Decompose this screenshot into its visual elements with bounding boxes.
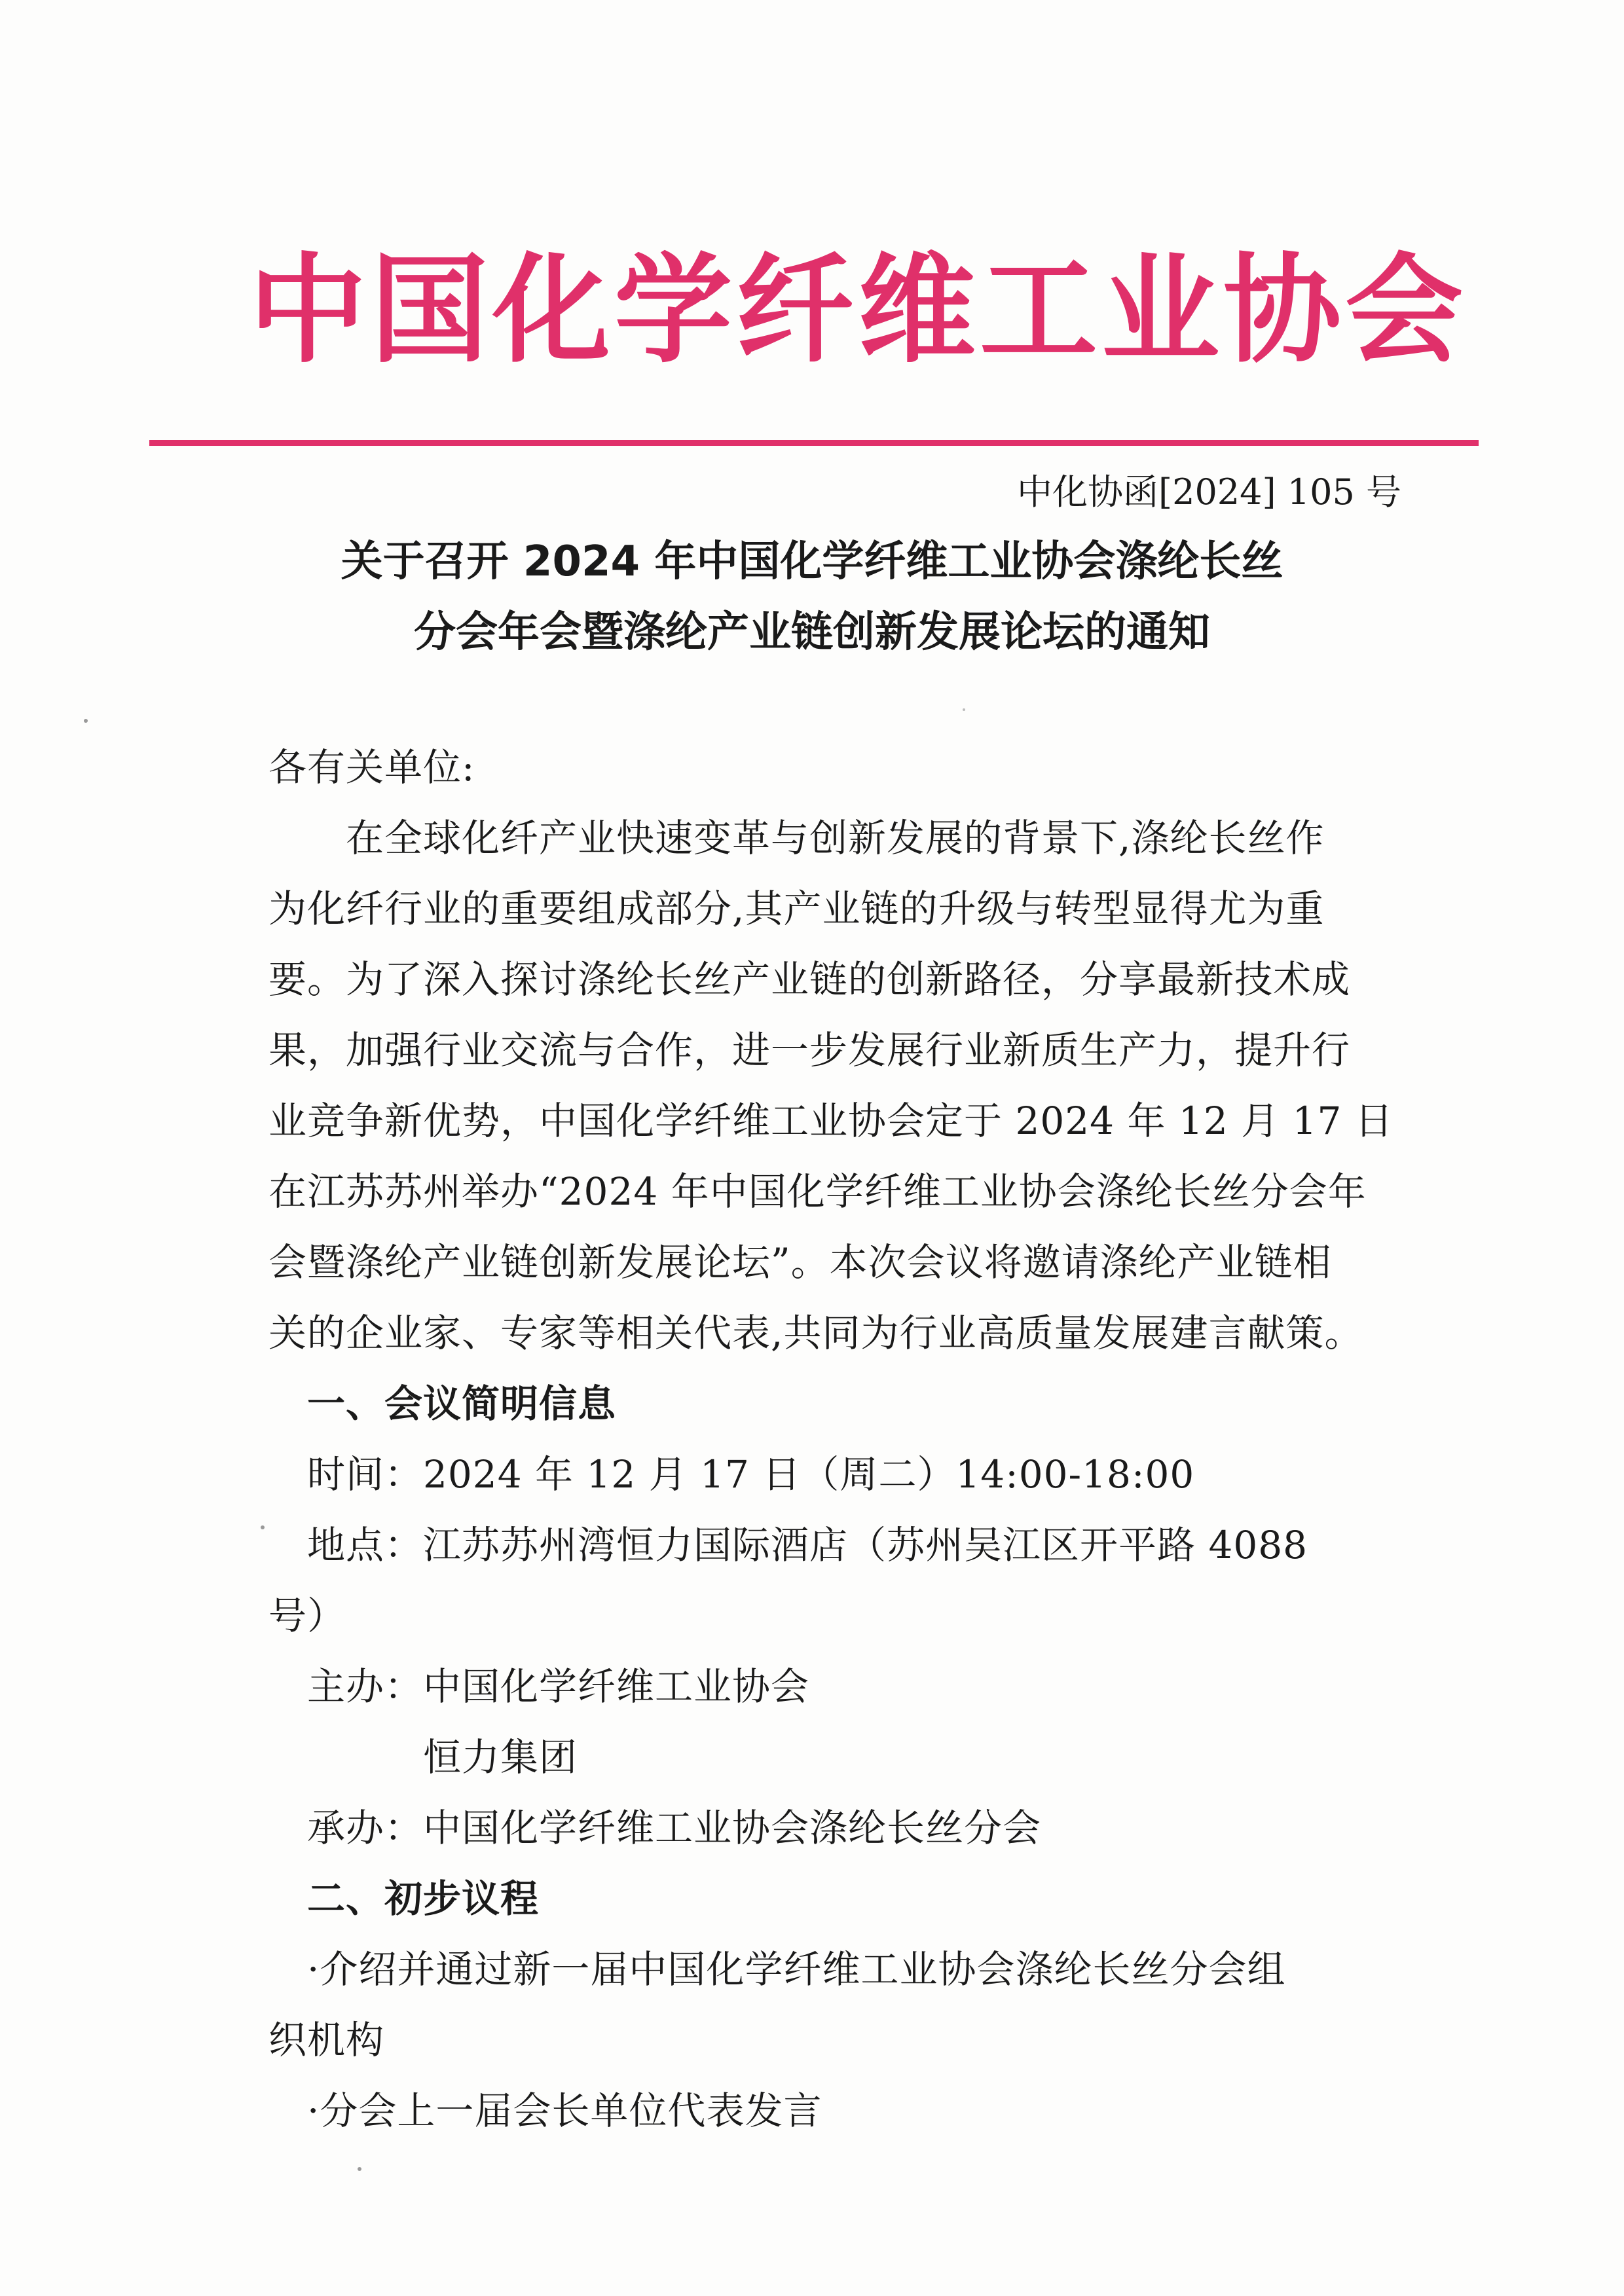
organization-masthead: 中国化学纤维工业协会 bbox=[249, 242, 1467, 379]
meeting-time: 时间：2024 年 12 月 17 日（周二）14:00-18:00 bbox=[268, 1452, 1195, 1497]
scan-speck bbox=[358, 2167, 361, 2171]
intro-line: 业竞争新优势，中国化学纤维工业协会定于 2024 年 12 月 17 日 bbox=[268, 1099, 1393, 1143]
intro-line: 要。为了深入探讨涤纶长丝产业链的创新路径，分享最新技术成 bbox=[268, 957, 1351, 1002]
organizer-line: 承办：中国化学纤维工业协会涤纶长丝分会 bbox=[268, 1806, 1042, 1850]
intro-line: 为化纤行业的重要组成部分,其产业链的升级与转型显得尤为重 bbox=[268, 886, 1325, 931]
intro-line: 在全球化纤产业快速变革与创新发展的背景下,涤纶长丝作 bbox=[268, 816, 1325, 860]
section-1-heading: 一、会议简明信息 bbox=[268, 1381, 617, 1426]
meeting-venue-line-2: 号） bbox=[268, 1594, 346, 1638]
section-2-heading: 二、初步议程 bbox=[268, 1876, 540, 1921]
notice-title-line-1: 关于召开 2024 年中国化学纤维工业协会涤纶长丝 bbox=[341, 538, 1283, 586]
host-line-1: 主办：中国化学纤维工业协会 bbox=[268, 1664, 810, 1709]
masthead-red-rule bbox=[149, 440, 1479, 446]
scan-speck bbox=[261, 1525, 265, 1529]
intro-line: 会暨涤纶产业链创新发展论坛”。本次会议将邀请涤纶产业链相 bbox=[268, 1240, 1332, 1285]
notice-title-line-2: 分会年会暨涤纶产业链创新发展论坛的通知 bbox=[414, 608, 1210, 657]
meeting-venue-line-1: 地点：江苏苏州湾恒力国际酒店（苏州吴江区开平路 4088 bbox=[268, 1523, 1308, 1567]
host-line-2: 恒力集团 bbox=[268, 1735, 578, 1779]
agenda-item-1-line-1: ·介绍并通过新一届中国化学纤维工业协会涤纶长丝分会组 bbox=[268, 1947, 1286, 1992]
scan-speck bbox=[963, 708, 965, 711]
scan-speck bbox=[84, 719, 88, 723]
salutation: 各有关单位: bbox=[268, 745, 475, 790]
agenda-item-2: ·分会上一届会长单位代表发言 bbox=[268, 2088, 822, 2133]
agenda-item-1-line-2: 织机构 bbox=[268, 2018, 385, 2062]
document-number: 中化协函[2024] 105 号 bbox=[1017, 471, 1401, 513]
intro-line: 在江苏苏州举办“2024 年中国化学纤维工业协会涤纶长丝分会年 bbox=[268, 1169, 1367, 1214]
intro-line: 关的企业家、专家等相关代表,共同为行业高质量发展建言献策。 bbox=[268, 1311, 1363, 1355]
intro-line: 果，加强行业交流与合作，进一步发展行业新质生产力，提升行 bbox=[268, 1028, 1351, 1072]
